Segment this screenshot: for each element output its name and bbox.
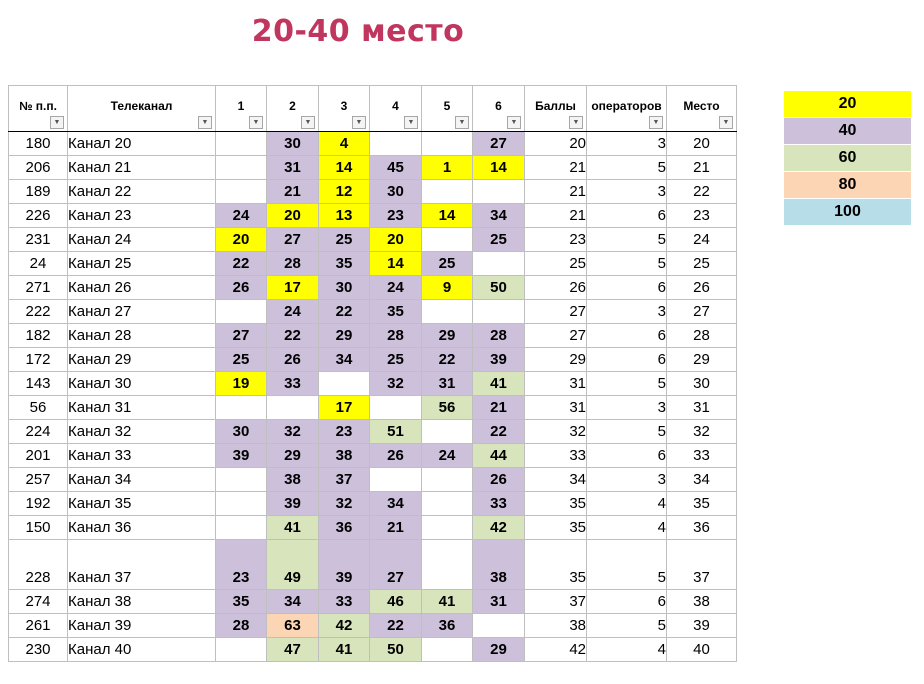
place-cell: 37 [667,540,737,590]
rating-cell-5: 1 [422,156,473,180]
row-number-cell: 222 [9,300,68,324]
legend [783,90,912,226]
place-cell: 35 [667,492,737,516]
score-cell: 37 [525,590,587,614]
rating-cell-4: 25 [370,348,422,372]
rating-cell-4 [370,132,422,156]
operators-cell: 5 [587,252,667,276]
rating-cell-2: 21 [267,180,319,204]
rating-cell-3: 29 [319,324,370,348]
rating-cell-1: 24 [216,204,267,228]
row-number-cell: 192 [9,492,68,516]
score-cell: 21 [525,204,587,228]
rating-cell-3: 13 [319,204,370,228]
filter-dropdown-icon[interactable]: ▼ [50,116,64,129]
operators-cell: 5 [587,540,667,590]
rating-cell-3: 42 [319,614,370,638]
operators-cell: 5 [587,614,667,638]
table-row [9,132,737,156]
header-label: 2 [289,98,296,113]
rating-cell-1: 35 [216,590,267,614]
operators-cell: 5 [587,372,667,396]
row-number-cell: 226 [9,204,68,228]
operators-cell: 5 [587,420,667,444]
channel-name-cell: Канал 26 [68,276,216,300]
filter-dropdown-icon[interactable]: ▼ [455,116,469,129]
col-header-place [667,86,737,132]
rating-cell-3: 36 [319,516,370,540]
score-cell: 31 [525,372,587,396]
rating-cell-4 [370,396,422,420]
row-number-cell: 182 [9,324,68,348]
row-number-cell: 206 [9,156,68,180]
table-row [9,444,737,468]
rating-cell-3: 22 [319,300,370,324]
score-cell: 29 [525,348,587,372]
place-cell: 21 [667,156,737,180]
legend-item-60: 60 [784,145,912,172]
rating-cell-4 [370,468,422,492]
rating-cell-6 [473,252,525,276]
channel-name-cell: Канал 35 [68,492,216,516]
rating-cell-1 [216,516,267,540]
rating-cell-5: 9 [422,276,473,300]
rating-cell-1 [216,300,267,324]
rating-cell-2: 20 [267,204,319,228]
operators-cell: 6 [587,348,667,372]
row-number-cell: 180 [9,132,68,156]
channel-name-cell: Канал 29 [68,348,216,372]
table-row [9,372,737,396]
rating-cell-3: 12 [319,180,370,204]
rating-cell-2: 63 [267,614,319,638]
rating-cell-2: 39 [267,492,319,516]
rating-cell-3: 34 [319,348,370,372]
rating-cell-3: 38 [319,444,370,468]
row-number-cell: 143 [9,372,68,396]
rating-cell-6: 29 [473,638,525,662]
rating-cell-2: 47 [267,638,319,662]
table-row [9,396,737,420]
row-number-cell: 224 [9,420,68,444]
rating-cell-5: 25 [422,252,473,276]
rating-cell-3: 17 [319,396,370,420]
table-row [9,276,737,300]
place-cell: 32 [667,420,737,444]
filter-dropdown-icon[interactable]: ▼ [404,116,418,129]
operators-cell: 6 [587,324,667,348]
table-row [9,204,737,228]
rating-cell-1: 26 [216,276,267,300]
rating-cell-2: 38 [267,468,319,492]
rating-cell-6: 39 [473,348,525,372]
row-number-cell: 257 [9,468,68,492]
rating-cell-5 [422,492,473,516]
operators-cell: 6 [587,590,667,614]
rating-cell-2: 30 [267,132,319,156]
table-row [9,468,737,492]
rating-cell-3: 30 [319,276,370,300]
rating-cell-1 [216,492,267,516]
row-number-cell: 230 [9,638,68,662]
channel-name-cell: Канал 37 [68,540,216,590]
rating-cell-3: 33 [319,590,370,614]
rating-cell-1 [216,180,267,204]
score-cell: 35 [525,492,587,516]
table-row [9,614,737,638]
place-cell: 29 [667,348,737,372]
rating-cell-6 [473,180,525,204]
rating-cell-4: 50 [370,638,422,662]
rating-cell-6: 14 [473,156,525,180]
score-cell: 32 [525,420,587,444]
rating-cell-3: 39 [319,540,370,590]
rating-cell-6 [473,300,525,324]
operators-cell: 3 [587,180,667,204]
row-number-cell: 274 [9,590,68,614]
header-label: Баллы [535,98,576,113]
page-title: 20-40 место [251,14,465,49]
score-cell: 35 [525,516,587,540]
rating-cell-2: 41 [267,516,319,540]
ratings-table [8,85,737,662]
rating-cell-6: 28 [473,324,525,348]
col-header-number [9,86,68,132]
rating-cell-6: 27 [473,132,525,156]
channel-name-cell: Канал 30 [68,372,216,396]
rating-cell-6: 50 [473,276,525,300]
col-header-3 [319,86,370,132]
rating-cell-4: 20 [370,228,422,252]
row-number-cell: 189 [9,180,68,204]
rating-cell-4: 23 [370,204,422,228]
place-cell: 30 [667,372,737,396]
rating-cell-1: 25 [216,348,267,372]
channel-name-cell: Канал 39 [68,614,216,638]
col-header-operators [587,86,667,132]
rating-cell-4: 27 [370,540,422,590]
row-number-cell: 201 [9,444,68,468]
channel-name-cell: Канал 33 [68,444,216,468]
channel-name-cell: Канал 21 [68,156,216,180]
col-header-score [525,86,587,132]
rating-cell-5: 41 [422,590,473,614]
rating-cell-2: 26 [267,348,319,372]
rating-cell-4: 22 [370,614,422,638]
place-cell: 20 [667,132,737,156]
rating-cell-4: 26 [370,444,422,468]
place-cell: 23 [667,204,737,228]
header-label: 1 [237,98,245,113]
col-header-1 [216,86,267,132]
table-row [9,638,737,662]
place-cell: 39 [667,614,737,638]
place-cell: 28 [667,324,737,348]
rating-cell-1: 19 [216,372,267,396]
rating-cell-5: 36 [422,614,473,638]
rating-cell-1: 27 [216,324,267,348]
rating-cell-4: 51 [370,420,422,444]
rating-cell-1: 20 [216,228,267,252]
score-cell: 42 [525,638,587,662]
table-row [9,156,737,180]
operators-cell: 3 [587,132,667,156]
rating-cell-6: 33 [473,492,525,516]
rating-cell-5 [422,180,473,204]
rating-cell-3: 25 [319,228,370,252]
rating-cell-2: 22 [267,324,319,348]
rating-cell-4: 21 [370,516,422,540]
legend-item-40: 40 [784,118,912,145]
rating-cell-5 [422,420,473,444]
operators-cell: 5 [587,156,667,180]
table-row [9,300,737,324]
place-cell: 33 [667,444,737,468]
channel-name-cell: Канал 25 [68,252,216,276]
table-row [9,180,737,204]
rating-cell-2: 27 [267,228,319,252]
channel-name-cell: Канал 23 [68,204,216,228]
place-cell: 27 [667,300,737,324]
row-number-cell: 231 [9,228,68,252]
rating-cell-2: 31 [267,156,319,180]
rating-cell-3: 41 [319,638,370,662]
table-row [9,348,737,372]
rating-cell-6: 34 [473,204,525,228]
channel-name-cell: Канал 36 [68,516,216,540]
channel-name-cell: Канал 40 [68,638,216,662]
rating-cell-5 [422,540,473,590]
place-cell: 40 [667,638,737,662]
operators-cell: 6 [587,204,667,228]
score-cell: 33 [525,444,587,468]
rating-cell-3 [319,372,370,396]
row-number-cell: 271 [9,276,68,300]
filter-dropdown-icon[interactable]: ▼ [569,116,583,129]
rating-cell-1: 28 [216,614,267,638]
rating-cell-6: 31 [473,590,525,614]
table-row [9,516,737,540]
header-label: 4 [392,98,399,113]
table-row [9,492,737,516]
rating-cell-3: 4 [319,132,370,156]
score-cell: 27 [525,300,587,324]
header-label: № п.п. [19,98,57,113]
score-cell: 21 [525,156,587,180]
channel-name-cell: Канал 38 [68,590,216,614]
filter-dropdown-icon[interactable]: ▼ [649,116,663,129]
rating-cell-2: 33 [267,372,319,396]
rating-cell-2: 29 [267,444,319,468]
score-cell: 31 [525,396,587,420]
channel-name-cell: Канал 22 [68,180,216,204]
place-cell: 34 [667,468,737,492]
row-number-cell: 228 [9,540,68,590]
place-cell: 36 [667,516,737,540]
filter-dropdown-icon[interactable]: ▼ [352,116,366,129]
rating-cell-5 [422,300,473,324]
rating-cell-4: 45 [370,156,422,180]
operators-cell: 5 [587,228,667,252]
rating-cell-3: 32 [319,492,370,516]
score-cell: 38 [525,614,587,638]
table-row [9,540,737,590]
place-cell: 26 [667,276,737,300]
legend-item-100: 100 [784,199,912,226]
rating-cell-6: 42 [473,516,525,540]
score-cell: 25 [525,252,587,276]
row-number-cell: 172 [9,348,68,372]
col-header-4 [370,86,422,132]
row-number-cell: 150 [9,516,68,540]
header-label: операторов [591,98,662,113]
header-label: 5 [443,98,451,113]
rating-cell-5 [422,638,473,662]
rating-cell-5: 56 [422,396,473,420]
header-label: Телеканал [110,98,173,113]
table-row [9,228,737,252]
header-label: 3 [340,98,348,113]
channel-name-cell: Канал 34 [68,468,216,492]
rating-cell-4: 46 [370,590,422,614]
rating-cell-5: 24 [422,444,473,468]
score-cell: 35 [525,540,587,590]
col-header-6 [473,86,525,132]
table-row [9,420,737,444]
row-number-cell: 56 [9,396,68,420]
channel-name-cell: Канал 32 [68,420,216,444]
channel-name-cell: Канал 20 [68,132,216,156]
operators-cell: 3 [587,396,667,420]
rating-cell-4: 24 [370,276,422,300]
place-cell: 25 [667,252,737,276]
rating-cell-3: 23 [319,420,370,444]
legend-item-20: 20 [784,91,912,118]
rating-cell-6: 44 [473,444,525,468]
operators-cell: 6 [587,444,667,468]
score-cell: 34 [525,468,587,492]
rating-cell-2: 34 [267,590,319,614]
filter-dropdown-icon[interactable]: ▼ [301,116,315,129]
rating-cell-4: 34 [370,492,422,516]
rating-cell-1 [216,468,267,492]
rating-cell-5 [422,228,473,252]
operators-cell: 4 [587,492,667,516]
col-header-2 [267,86,319,132]
channel-name-cell: Канал 31 [68,396,216,420]
rating-cell-6: 26 [473,468,525,492]
rating-cell-5: 22 [422,348,473,372]
row-number-cell: 24 [9,252,68,276]
rating-cell-6: 22 [473,420,525,444]
rating-cell-6: 41 [473,372,525,396]
rating-cell-2: 49 [267,540,319,590]
rating-cell-4: 28 [370,324,422,348]
place-cell: 22 [667,180,737,204]
rating-cell-1 [216,396,267,420]
rating-cell-3: 35 [319,252,370,276]
filter-dropdown-icon[interactable]: ▼ [719,116,733,129]
score-cell: 27 [525,324,587,348]
score-cell: 26 [525,276,587,300]
score-cell: 20 [525,132,587,156]
rating-cell-4: 30 [370,180,422,204]
filter-dropdown-icon[interactable]: ▼ [507,116,521,129]
place-cell: 31 [667,396,737,420]
rating-cell-2: 32 [267,420,319,444]
rating-cell-3: 37 [319,468,370,492]
operators-cell: 4 [587,638,667,662]
channel-name-cell: Канал 27 [68,300,216,324]
rating-cell-2: 17 [267,276,319,300]
header-label: Место [683,98,720,113]
score-cell: 23 [525,228,587,252]
rating-cell-6: 25 [473,228,525,252]
table-row [9,324,737,348]
header-label: 6 [495,98,502,113]
place-cell: 24 [667,228,737,252]
rating-cell-5: 14 [422,204,473,228]
table-row [9,590,737,614]
rating-cell-1 [216,132,267,156]
row-number-cell: 261 [9,614,68,638]
score-cell: 21 [525,180,587,204]
channel-name-cell: Канал 28 [68,324,216,348]
rating-cell-2: 28 [267,252,319,276]
rating-cell-4: 32 [370,372,422,396]
rating-cell-4: 14 [370,252,422,276]
header-row [9,86,737,132]
rating-cell-6: 38 [473,540,525,590]
place-cell: 38 [667,590,737,614]
rating-cell-5: 31 [422,372,473,396]
rating-cell-1: 23 [216,540,267,590]
col-header-5 [422,86,473,132]
rating-cell-1: 22 [216,252,267,276]
rating-cell-5 [422,516,473,540]
rating-cell-5: 29 [422,324,473,348]
operators-cell: 3 [587,300,667,324]
rating-cell-5 [422,132,473,156]
legend-item-80: 80 [784,172,912,199]
table-row [9,252,737,276]
rating-cell-2: 24 [267,300,319,324]
rating-cell-5 [422,468,473,492]
channel-name-cell: Канал 24 [68,228,216,252]
operators-cell: 6 [587,276,667,300]
rating-cell-1 [216,156,267,180]
rating-cell-3: 14 [319,156,370,180]
rating-cell-2 [267,396,319,420]
rating-cell-6: 21 [473,396,525,420]
table-body [9,132,737,662]
col-header-channel [68,86,216,132]
operators-cell: 4 [587,516,667,540]
filter-dropdown-icon[interactable]: ▼ [249,116,263,129]
rating-cell-1 [216,638,267,662]
filter-dropdown-icon[interactable]: ▼ [198,116,212,129]
rating-cell-6 [473,614,525,638]
rating-cell-1: 39 [216,444,267,468]
rating-cell-4: 35 [370,300,422,324]
rating-cell-1: 30 [216,420,267,444]
operators-cell: 3 [587,468,667,492]
